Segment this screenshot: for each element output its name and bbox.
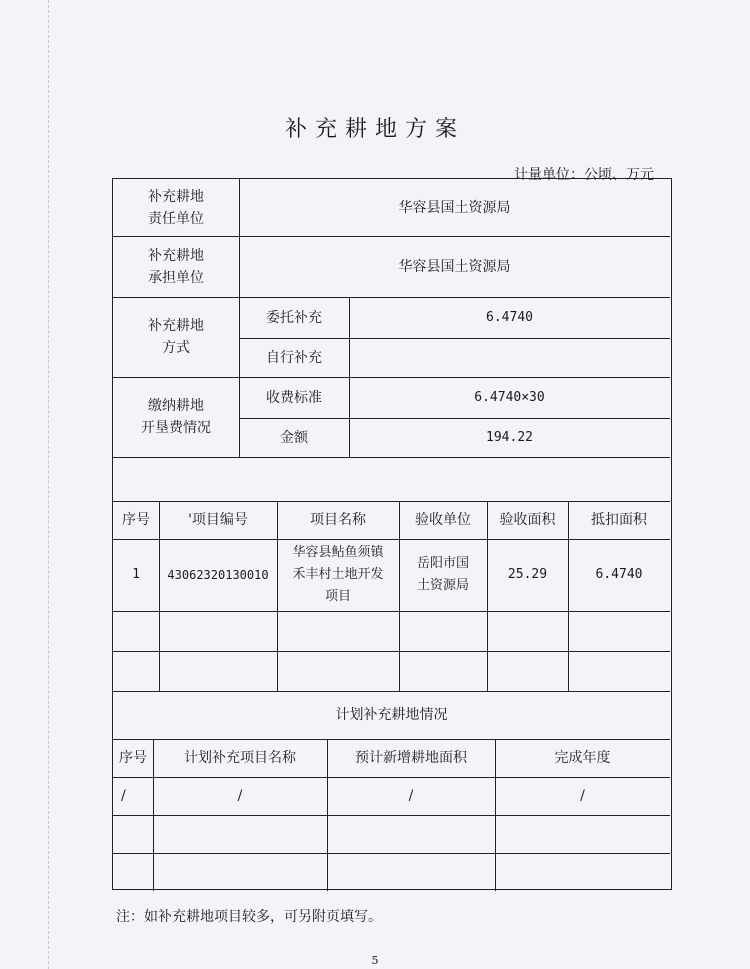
plan-header-year: 完成年度 — [554, 750, 611, 766]
project-row-no: 1 — [132, 567, 140, 582]
plan-header-area: 预计新增耕地面积 — [355, 750, 467, 766]
plan-row-no: / — [121, 788, 126, 804]
row-line — [113, 611, 670, 612]
unit-label: 计量单位：公顷、万元 — [514, 167, 654, 183]
form-table — [112, 178, 672, 890]
page-number: 5 — [371, 954, 379, 967]
plan-row-year: / — [580, 788, 585, 804]
plan-title: 计划补充耕地情况 — [335, 707, 448, 723]
amount-label: 金额 — [280, 429, 308, 446]
plan-row-area: / — [408, 788, 414, 804]
project-row-deduct: 6.4740 — [595, 567, 643, 582]
undertake-unit-label: 补充耕地 承担单位 — [148, 247, 204, 286]
project-header-no: 序号 — [122, 512, 150, 528]
standard-value: 6.4740×30 — [474, 389, 545, 405]
project-row-code: 43062320130010 — [167, 568, 269, 582]
project-row-name: 华容县鲇鱼须镇 禾丰村土地开发 项目 — [292, 545, 384, 604]
page-title: 补充耕地方案 — [284, 117, 465, 142]
entrust-label: 委托补充 — [266, 309, 322, 326]
page-edge — [48, 0, 50, 969]
project-header-name: 项目名称 — [310, 512, 366, 528]
row-line — [113, 457, 670, 458]
project-row-unit: 岳阳市国 土资源局 — [416, 556, 469, 593]
undertake-unit-value: 华容县国土资源局 — [398, 258, 511, 275]
project-header-code: '项目编号 — [188, 512, 248, 528]
amount-value: 194.22 — [486, 429, 533, 445]
fee-label: 缴纳耕地 开垦费情况 — [141, 398, 211, 436]
method-label: 补充耕地 方式 — [148, 318, 204, 356]
project-header-unit: 验收单位 — [415, 512, 471, 528]
entrust-value: 6.4740 — [486, 309, 533, 325]
row-line — [113, 853, 670, 854]
row-line — [113, 815, 670, 816]
plan-header-name: 计划补充项目名称 — [184, 750, 296, 766]
standard-label: 收费标准 — [266, 389, 322, 406]
project-header-deduct: 抵扣面积 — [591, 512, 647, 528]
responsible-unit-value: 华容县国土资源局 — [398, 199, 511, 216]
row-line — [113, 651, 670, 652]
footnote: 注：如补充耕地项目较多，可另附页填写。 — [116, 909, 382, 925]
plan-header-no: 序号 — [119, 750, 147, 766]
responsible-unit-label: 补充耕地 责任单位 — [148, 188, 204, 227]
self-value — [349, 338, 670, 377]
self-label: 自行补充 — [266, 349, 322, 366]
project-header-area: 验收面积 — [499, 512, 556, 528]
plan-row-name: / — [237, 788, 243, 804]
project-row-area: 25.29 — [507, 567, 548, 582]
